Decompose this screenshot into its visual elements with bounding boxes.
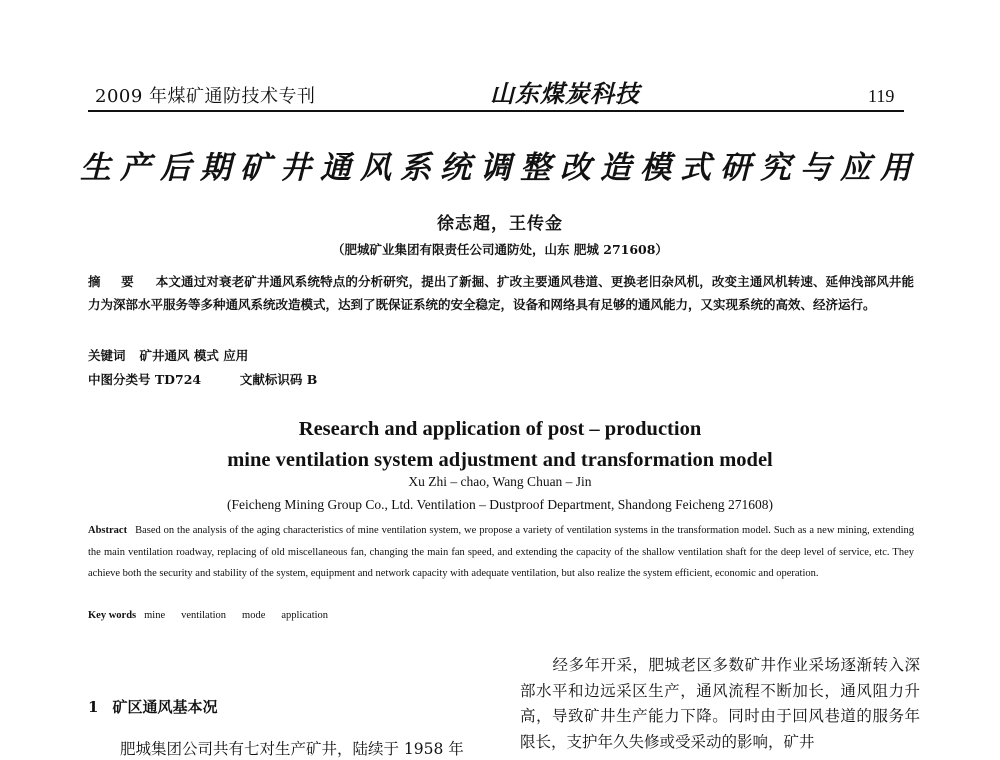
journal-issue: 2009 年煤矿通防技术专刊 — [95, 86, 316, 107]
paper-title-en — [0, 414, 1000, 476]
section-heading — [88, 696, 217, 717]
classification-line — [88, 370, 317, 388]
page-number: 119 — [868, 86, 895, 106]
section-number: 1 — [88, 698, 99, 716]
doc-code-value: B — [306, 372, 318, 387]
body-paragraph-left: 肥城集团公司共有七对生产矿井，陆续于 1958 年 — [120, 740, 464, 758]
abstract-cn-text: 本文通过对衰老矿井通风系统特点的分析研究，提出了新掘、扩改主要通风巷道、更换老旧杂风机，改变主通风机转速、延伸浅部风井能力为深部水平服务等多种通风系统改造模式，达到了既保证系统的安全稳定，设备和网络具有足够的通风能力，又实现系统的高效、经济运行。 — [88, 274, 914, 312]
header-divider — [88, 110, 904, 112]
doc-code-label: 文献标识码 — [239, 372, 303, 387]
keywords-cn-text: 矿井通风 模式 应用 — [139, 348, 249, 363]
keyword-en: mine — [144, 610, 166, 621]
keyword-en: mode — [242, 610, 266, 621]
body-paragraph-right — [520, 653, 920, 755]
clc-value: TD724 — [154, 372, 202, 387]
authors-en: Xu Zhi – chao, Wang Chuan – Jin — [408, 474, 592, 489]
affiliation-cn: （肥城矿业集团有限责任公司通防处，山东 肥城 271608） — [332, 242, 668, 257]
body-paragraph-right-text: 经多年开采，肥城老区多数矿井作业采场逐渐转入深部水平和边远采区生产，通风流程不断加长，通风阻力升高，导致矿井生产能力下降。同时由于回风巷道的服务年限长，支护年久失修或受采动的影响，矿井 — [520, 656, 920, 751]
clc-label: 中图分类号 — [88, 372, 151, 387]
keyword-en: ventilation — [181, 610, 227, 621]
abstract-en-text: Based on the analysis of the aging characteristics of mine ventilation system, we propose a variety of ventilation systems in the transformation model. Such as a new mining, extending the main ventilation roadway, replacing of old miscellaneous fan, changing the main fan speed, and extending the capacity of the shallow ventilation shaft for the deep level of service, etc. They achieve both the security and stability of the system, equipment and network capacity with adequate ventilation, but also realize the system efficient, economic and operation. — [88, 525, 914, 579]
paper-title-cn: 生产后期矿井通风系统调整改造模式研究与应用 — [80, 150, 920, 186]
paper-title-en-line2: mine ventilation system adjustment and transformation model — [227, 449, 773, 471]
keywords-en-label: Key words — [88, 610, 137, 621]
keyword-en: application — [281, 610, 329, 621]
section-title: 矿区通风基本况 — [112, 698, 218, 716]
keywords-cn-label: 关键词 — [88, 348, 126, 363]
keywords-en — [88, 610, 344, 621]
abstract-en-label: Abstract — [88, 525, 128, 536]
affiliation-en: (Feicheng Mining Group Co., Ltd. Ventilation – Dustproof Department, Shandong Feicheng 271608) — [226, 497, 774, 512]
paper-title-en-line1: Research and application of post – production — [298, 418, 702, 440]
journal-logo: 山东煤炭科技 — [490, 79, 640, 108]
keywords-cn — [88, 346, 248, 364]
abstract-cn-label: 摘 要 — [88, 274, 142, 289]
abstract-en — [88, 520, 914, 585]
abstract-cn — [88, 270, 914, 316]
authors-cn: 徐志超，王传金 — [437, 214, 563, 234]
